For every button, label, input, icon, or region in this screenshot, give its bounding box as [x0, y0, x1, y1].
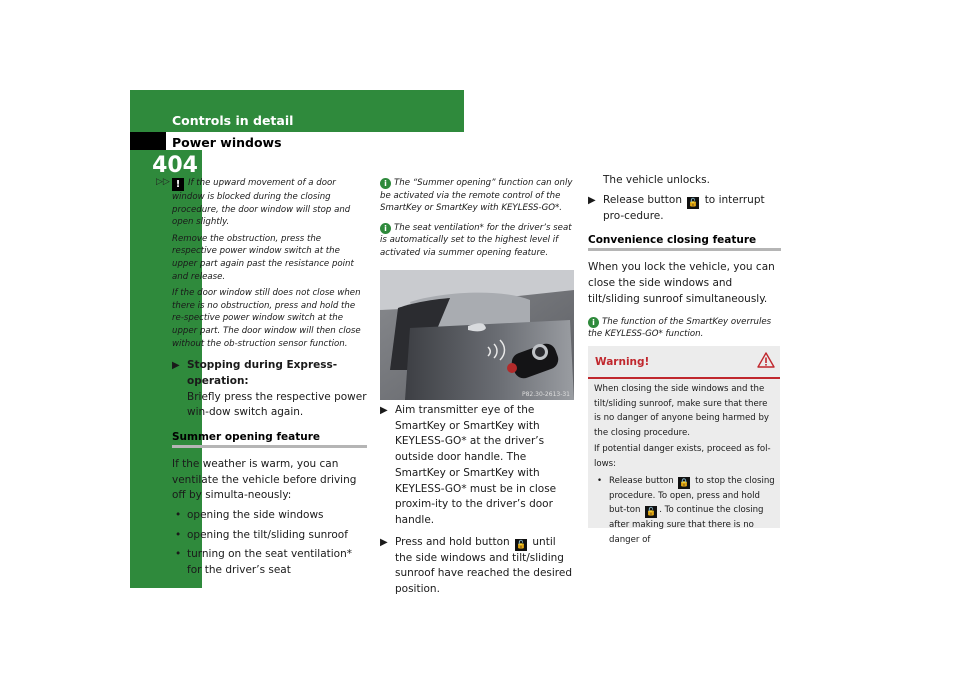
- column-3: [588, 173, 781, 345]
- bullet-item: • opening the side windows: [172, 508, 367, 524]
- step-arrow-icon: ▶: [380, 536, 388, 548]
- warning-bullet: • Release button 🔒 to stop the closing procedure. To open, press and hold but-ton 🔓 . To continue the closing after making sure that there is no danger of: [594, 474, 776, 548]
- info-icon: i: [380, 178, 391, 189]
- info-note-summer: i The “Summer opening” function can only be activated via the remote control of the SmartKey or SmartKey with KEYLESS-GO*.: [380, 178, 573, 214]
- column-2-notes: [380, 177, 575, 264]
- step-bold: Stopping during Express-operation:: [187, 359, 338, 387]
- info-note-seat: i The seat ventilation* for the driver’s seat is automatically set to the highest level if activated via summer opening feature.: [380, 222, 572, 258]
- warning-title: Warning!: [595, 356, 650, 368]
- warning-content: [594, 382, 776, 547]
- unlock-result: The vehicle unlocks.: [603, 174, 710, 186]
- car-door-illustration: [380, 270, 574, 400]
- info-icon: i: [588, 317, 599, 328]
- continued-mark: ▷▷: [156, 177, 170, 187]
- step-stop-express: ▶ Stopping during Express-operation: Briefly press the respective power win-dow switch again.: [172, 359, 367, 419]
- warning-note-3: If the door window still does not close when there is no obstruction, press and hold the re-spective power window switch at the upper part. The door window will then close without the ob-struction sensor function.: [172, 288, 361, 349]
- smartkey-door-photo: [380, 270, 574, 400]
- photo-code: P82.30-2613-31: [521, 391, 570, 398]
- exclamation-icon: !: [172, 178, 184, 191]
- bullet-item: • opening the tilt/sliding sunroof: [172, 528, 367, 544]
- warning-triangle-icon: [757, 352, 775, 372]
- step-arrow-icon: ▶: [380, 405, 388, 416]
- unlock-key-icon: 🔓: [516, 539, 527, 549]
- bullet-item: • turning on the seat ventilation* for the driver’s seat: [172, 547, 367, 578]
- step-arrow-icon: ▶: [172, 360, 180, 372]
- section-title-summer: Summer opening feature: [172, 431, 367, 448]
- warning-divider: [588, 377, 780, 379]
- page-number: 404: [152, 153, 198, 178]
- info-icon: i: [380, 223, 391, 234]
- section-subtitle: Power windows: [172, 135, 282, 150]
- warning-para-1: When closing the side windows and the tilt/sliding sunroof, make sure that there is no danger of anyone being harmed by the closing procedure.: [594, 384, 769, 438]
- step-aim-transmitter: ▶ Aim transmitter eye of the SmartKey or SmartKey with KEYLESS-GO* at the driver’s outside door handle. The SmartKey or SmartKey with KEYLESS-GO* must be in close proxim-ity to the driver’s door handle.: [380, 404, 557, 526]
- warning-para-2: If potential danger exists, proceed as fol-lows:: [594, 444, 771, 469]
- column-2-steps: [380, 403, 575, 598]
- unlock-key-icon: 🔓: [688, 197, 699, 207]
- step-press-hold: ▶ Press and hold button 🔓 until the side windows and tilt/sliding sunroof have reached the desired position.: [380, 535, 573, 596]
- column-1: [172, 177, 367, 579]
- convenience-intro: When you lock the vehicle, you can close the side windows and tilt/sliding sunroof simultaneously.: [588, 261, 775, 305]
- chapter-title: Controls in detail: [172, 113, 294, 128]
- unlock-key-icon: 🔓: [646, 507, 657, 517]
- warning-note-2: Remove the obstruction, press the respective power window switch at the upper part again past the resistance point and release.: [172, 233, 354, 282]
- warning-note-1: ! If the upward movement of a door window is blocked during the closing procedure, the door window will stop and open slightly.: [172, 178, 351, 228]
- info-note-smartkey: i The function of the SmartKey overrules the KEYLESS-GO* function.: [588, 316, 772, 340]
- step-release-button: ▶ Release button 🔓 to interrupt pro-cedure.: [588, 193, 765, 222]
- section-title-convenience: Convenience closing feature: [588, 234, 781, 251]
- step-arrow-icon: ▶: [588, 194, 596, 206]
- lock-key-icon: 🔒: [679, 477, 690, 487]
- header-marker: [130, 132, 166, 150]
- summer-intro: If the weather is warm, you can ventilate the vehicle before driving off by simulta-neously:: [172, 457, 357, 502]
